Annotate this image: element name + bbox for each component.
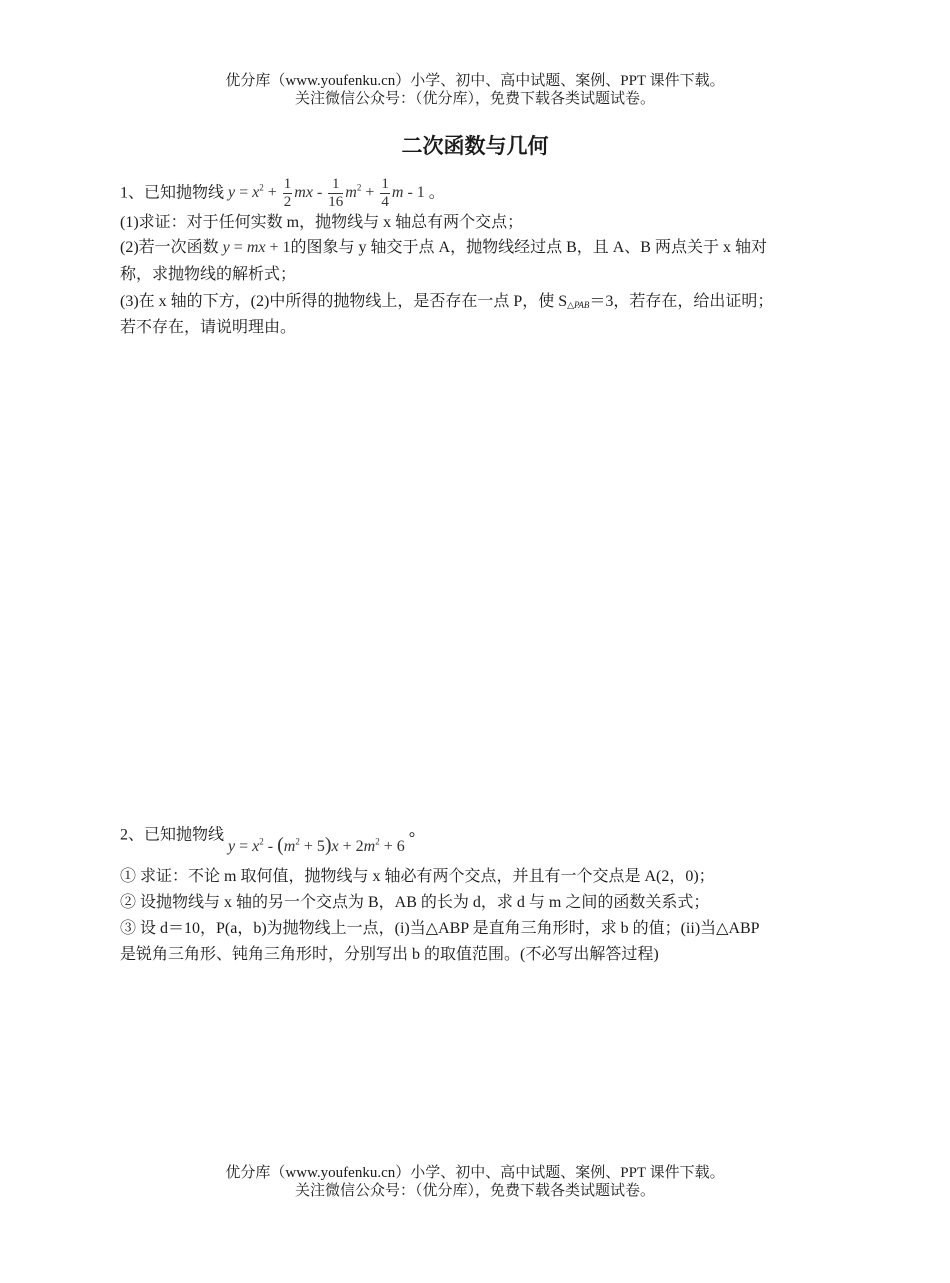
header-line-1: 优分库（www.youfenku.cn）小学、初中、高中试题、案例、PPT 课件下载。	[225, 73, 725, 89]
q1-part2-c: 称，求抛物线的解析式；	[120, 266, 297, 283]
q2-part4: 是锐角三角形、钝角三角形时，分别写出 b 的取值范围。(不必写出解答过程)	[120, 946, 659, 963]
q2-part1: ① 求证：不论 m 取何值，抛物线与 x 轴必有两个交点，并且有一个交点是 A(2，0)；	[120, 868, 715, 885]
q2-intro-line: 2、已知抛物线 $y = x^2 - (m^2 + 5)x + 2m^2 + 6$ °	[120, 826, 416, 857]
document-title: 二次函数与几何	[401, 134, 549, 158]
q1-part3-a: (3)在 x 轴的下方，(2)中所得的抛物线上，是否存在一点 P，使 S	[120, 293, 568, 310]
page-header	[0, 72, 950, 108]
q1-intro-line: 1、已知抛物线 $y = x^2$ + $\frac{1}{2}$ mx - $\frac{1}{16}$ $m^2$ + $\frac{1}{4}$ m - 1 。	[120, 176, 445, 211]
page-footer	[0, 1164, 950, 1200]
q1-part2-a: (2)若一次函数	[120, 239, 219, 256]
q1-intro: 1、已知抛物线	[120, 184, 225, 202]
q2-part2: ② 设抛物线与 x 轴的另一个交点为 B，AB 的长为 d，求 d 与 m 之间的函数关系式；	[120, 894, 710, 911]
q1-part3-sub: △PAB	[567, 300, 590, 310]
q1-part1: (1)求证：对于任何实数 m，抛物线与 x 轴总有两个交点；	[120, 214, 524, 231]
q1-part3-c: 若不存在，请说明理由。	[120, 319, 297, 336]
q1-part3-line	[120, 291, 773, 316]
q1-part2-b: 的图象与 y 轴交于点 A，抛物线经过点 B，且 A、B 两点关于 x 轴对	[290, 239, 767, 256]
header-line-2: 关注微信公众号：（优分库），免费下载各类试题试卷。	[294, 91, 655, 107]
q1-part2-line	[120, 237, 767, 259]
footer-line-1: 优分库（www.youfenku.cn）小学、初中、高中试题、案例、PPT 课件下载。	[225, 1165, 725, 1181]
q2-equation: $y = x^2 - (m^2 + 5)x + 2m^2 + 6$	[228, 834, 409, 857]
q2-part3: ③ 设 d＝10，P(a，b)为抛物线上一点，(i)当△ABP 是直角三角形时，求 b 的值；(ii)当△ABP	[120, 920, 760, 937]
q2-intro: 2、已知抛物线	[120, 826, 225, 844]
q1-linear-equation: y = mx + 1	[222, 239, 291, 256]
q1-part3-b: ＝3，若存在，给出证明；	[589, 293, 774, 310]
footer-line-2: 关注微信公众号：（优分库），免费下载各类试题试卷。	[294, 1183, 655, 1199]
q1-equation: $y = x^2$ + $\frac{1}{2}$ mx - $\frac{1}{16}$ $m^2$ + $\frac{1}{4}$ m - 1	[228, 176, 429, 211]
